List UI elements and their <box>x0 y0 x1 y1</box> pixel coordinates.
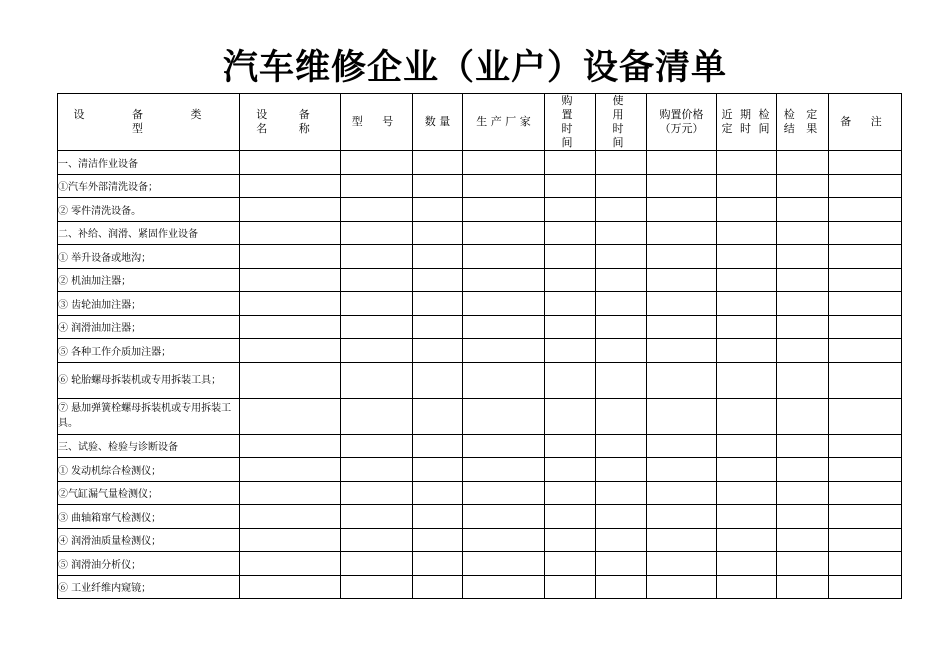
table-cell[interactable] <box>463 339 545 363</box>
table-cell[interactable] <box>717 268 777 292</box>
table-cell[interactable] <box>413 292 463 316</box>
table-cell[interactable] <box>240 458 341 482</box>
table-cell[interactable] <box>413 481 463 505</box>
table-cell[interactable] <box>240 528 341 552</box>
table-cell[interactable] <box>647 221 717 245</box>
table-cell[interactable] <box>777 315 829 339</box>
table-cell[interactable] <box>596 151 647 175</box>
table-cell[interactable] <box>829 198 902 222</box>
table-row <box>58 315 902 339</box>
table-cell[interactable] <box>463 292 545 316</box>
header-model <box>341 94 413 151</box>
table-cell[interactable] <box>596 434 647 458</box>
equipment-item-label: ④ 润滑油质量检测仪； <box>58 528 240 552</box>
header-purchase-price <box>647 94 717 151</box>
table-cell[interactable] <box>777 198 829 222</box>
category-row <box>58 221 902 245</box>
table-cell[interactable] <box>777 268 829 292</box>
table-cell[interactable] <box>413 528 463 552</box>
table-cell[interactable] <box>829 268 902 292</box>
table-cell[interactable] <box>463 198 545 222</box>
table-cell[interactable] <box>717 398 777 434</box>
table-cell[interactable] <box>463 458 545 482</box>
header-label: 型 号 <box>351 115 402 128</box>
table-cell[interactable] <box>647 362 717 398</box>
table-row <box>58 198 902 222</box>
table-cell[interactable] <box>647 245 717 269</box>
table-cell[interactable] <box>341 292 413 316</box>
table-cell[interactable] <box>240 552 341 576</box>
table-cell[interactable] <box>463 268 545 292</box>
table-cell[interactable] <box>596 174 647 198</box>
equipment-item-label: ⑤ 润滑油分析仪； <box>58 552 240 576</box>
table-cell[interactable] <box>596 362 647 398</box>
table-cell[interactable] <box>545 458 596 482</box>
table-cell[interactable] <box>413 575 463 599</box>
table-cell[interactable] <box>717 458 777 482</box>
table-cell[interactable] <box>341 528 413 552</box>
equipment-item-label: ⑤ 各种工作介质加注器； <box>58 339 240 363</box>
table-cell[interactable] <box>545 575 596 599</box>
table-cell[interactable] <box>647 575 717 599</box>
table-cell[interactable] <box>341 174 413 198</box>
table-cell[interactable] <box>829 221 902 245</box>
table-cell[interactable] <box>463 151 545 175</box>
table-row <box>58 245 902 269</box>
header-usage-time <box>596 94 647 151</box>
table-cell[interactable] <box>545 315 596 339</box>
equipment-item-label: ③ 齿轮油加注器； <box>58 292 240 316</box>
table-cell[interactable] <box>341 221 413 245</box>
table-cell[interactable] <box>596 292 647 316</box>
table-cell[interactable] <box>463 174 545 198</box>
table-cell[interactable] <box>717 481 777 505</box>
table-cell[interactable] <box>240 339 341 363</box>
table-cell[interactable] <box>596 315 647 339</box>
table-cell[interactable] <box>777 174 829 198</box>
table-cell[interactable] <box>463 575 545 599</box>
table-cell[interactable] <box>829 434 902 458</box>
table-cell[interactable] <box>463 362 545 398</box>
header-label: 备 注 <box>840 115 890 128</box>
table-cell[interactable] <box>647 151 717 175</box>
table-cell[interactable] <box>413 552 463 576</box>
equipment-item-label: ③ 曲轴箱窜气检测仪； <box>58 505 240 529</box>
table-cell[interactable] <box>545 505 596 529</box>
table-cell[interactable] <box>413 434 463 458</box>
table-cell[interactable] <box>545 268 596 292</box>
table-cell[interactable] <box>777 245 829 269</box>
table-cell[interactable] <box>240 505 341 529</box>
table-cell[interactable] <box>777 458 829 482</box>
table-cell[interactable] <box>596 575 647 599</box>
table-cell[interactable] <box>413 198 463 222</box>
table-row <box>58 292 902 316</box>
table-cell[interactable] <box>545 221 596 245</box>
table-cell[interactable] <box>413 268 463 292</box>
table-cell[interactable] <box>829 315 902 339</box>
table-cell[interactable] <box>545 481 596 505</box>
table-cell[interactable] <box>647 315 717 339</box>
category-label: 一、清洁作业设备 <box>58 151 240 175</box>
table-cell[interactable] <box>717 552 777 576</box>
table-cell[interactable] <box>341 151 413 175</box>
table-row <box>58 528 902 552</box>
table-cell[interactable] <box>777 339 829 363</box>
table-cell[interactable] <box>413 315 463 339</box>
table-cell[interactable] <box>777 505 829 529</box>
table-cell[interactable] <box>717 362 777 398</box>
table-cell[interactable] <box>545 362 596 398</box>
table-cell[interactable] <box>717 434 777 458</box>
table-cell[interactable] <box>647 528 717 552</box>
table-cell[interactable] <box>829 398 902 434</box>
table-cell[interactable] <box>829 552 902 576</box>
header-label: 购置价格（万元） <box>659 108 704 135</box>
table-cell[interactable] <box>596 481 647 505</box>
table-body <box>58 151 902 599</box>
table-cell[interactable] <box>777 362 829 398</box>
table-cell[interactable] <box>463 505 545 529</box>
table-cell[interactable] <box>596 398 647 434</box>
table-cell[interactable] <box>341 315 413 339</box>
table-cell[interactable] <box>413 398 463 434</box>
table-cell[interactable] <box>545 292 596 316</box>
table-cell[interactable] <box>717 292 777 316</box>
table-cell[interactable] <box>777 292 829 316</box>
header-label: 使 用 时 间 <box>612 94 630 149</box>
table-cell[interactable] <box>463 221 545 245</box>
equipment-item-label: ④ 润滑油加注器； <box>58 315 240 339</box>
table-cell[interactable] <box>777 434 829 458</box>
table-cell[interactable] <box>240 292 341 316</box>
table-cell[interactable] <box>341 505 413 529</box>
table-cell[interactable] <box>545 245 596 269</box>
table-cell[interactable] <box>596 552 647 576</box>
table-cell[interactable] <box>829 575 902 599</box>
table-cell[interactable] <box>463 481 545 505</box>
table-cell[interactable] <box>596 339 647 363</box>
table-cell[interactable] <box>717 221 777 245</box>
category-label: 三、试验、检验与诊断设备 <box>58 434 240 458</box>
table-cell[interactable] <box>341 575 413 599</box>
table-row <box>58 398 902 434</box>
table-cell[interactable] <box>413 505 463 529</box>
table-cell[interactable] <box>777 398 829 434</box>
table-cell[interactable] <box>829 505 902 529</box>
category-row <box>58 434 902 458</box>
table-cell[interactable] <box>240 398 341 434</box>
table-cell[interactable] <box>545 398 596 434</box>
header-recent-calibration-time <box>717 94 777 151</box>
table-row <box>58 481 902 505</box>
table-cell[interactable] <box>240 268 341 292</box>
table-cell[interactable] <box>413 151 463 175</box>
table-row <box>58 552 902 576</box>
table-cell[interactable] <box>240 481 341 505</box>
table-cell[interactable] <box>413 174 463 198</box>
header-quantity <box>413 94 463 151</box>
table-cell[interactable] <box>341 434 413 458</box>
table-cell[interactable] <box>240 174 341 198</box>
table-cell[interactable] <box>777 151 829 175</box>
table-cell[interactable] <box>777 528 829 552</box>
table-cell[interactable] <box>829 292 902 316</box>
table-cell[interactable] <box>240 221 341 245</box>
table-cell[interactable] <box>596 198 647 222</box>
table-cell[interactable] <box>647 434 717 458</box>
table-cell[interactable] <box>240 245 341 269</box>
table-cell[interactable] <box>717 151 777 175</box>
table-cell[interactable] <box>829 528 902 552</box>
table-row <box>58 339 902 363</box>
table-cell[interactable] <box>829 458 902 482</box>
table-cell[interactable] <box>341 268 413 292</box>
table-cell[interactable] <box>413 339 463 363</box>
table-cell[interactable] <box>717 339 777 363</box>
page-title: 汽车维修企业（业户）设备清单 <box>222 48 727 88</box>
table-cell[interactable] <box>240 434 341 458</box>
equipment-item-label: ① 举升设备或地沟； <box>58 245 240 269</box>
table-cell[interactable] <box>463 315 545 339</box>
table-cell[interactable] <box>240 151 341 175</box>
table-cell[interactable] <box>341 481 413 505</box>
table-cell[interactable] <box>647 339 717 363</box>
table-cell[interactable] <box>545 151 596 175</box>
table-cell[interactable] <box>829 174 902 198</box>
table-cell[interactable] <box>240 315 341 339</box>
table-cell[interactable] <box>829 362 902 398</box>
table-cell[interactable] <box>717 245 777 269</box>
table-cell[interactable] <box>413 245 463 269</box>
table-cell[interactable] <box>463 245 545 269</box>
table-cell[interactable] <box>596 221 647 245</box>
table-cell[interactable] <box>341 339 413 363</box>
table-cell[interactable] <box>647 198 717 222</box>
header-calibration-result <box>777 94 829 151</box>
table-cell[interactable] <box>545 434 596 458</box>
table-cell[interactable] <box>717 575 777 599</box>
equipment-item-label: ① 发动机综合检测仪； <box>58 458 240 482</box>
table-header-row <box>58 94 902 151</box>
table-cell[interactable] <box>413 458 463 482</box>
equipment-item-label: ⑥ 轮胎螺母拆装机或专用拆装工具； <box>58 362 240 398</box>
header-equipment-type <box>58 94 240 151</box>
header-label: 近 期 检 定 时 间 <box>721 108 772 135</box>
table-cell[interactable] <box>341 458 413 482</box>
header-label: 生 产 厂 家 <box>476 115 531 128</box>
equipment-item-label: ⑥ 工业纤维内窥镜； <box>58 575 240 599</box>
header-label: 检 定 结 果 <box>783 108 822 135</box>
table-cell[interactable] <box>829 481 902 505</box>
table-cell[interactable] <box>341 552 413 576</box>
table-cell[interactable] <box>647 174 717 198</box>
table-cell[interactable] <box>545 198 596 222</box>
category-label: 二、补给、润滑、紧固作业设备 <box>58 221 240 245</box>
table-cell[interactable] <box>777 481 829 505</box>
table-cell[interactable] <box>463 528 545 552</box>
header-purchase-time <box>545 94 596 151</box>
table-row <box>58 505 902 529</box>
table-cell[interactable] <box>463 552 545 576</box>
table-cell[interactable] <box>545 174 596 198</box>
table-cell[interactable] <box>717 174 777 198</box>
table-cell[interactable] <box>717 198 777 222</box>
table-cell[interactable] <box>647 398 717 434</box>
table-cell[interactable] <box>545 339 596 363</box>
table-row <box>58 458 902 482</box>
table-cell[interactable] <box>341 198 413 222</box>
header-remarks <box>829 94 902 151</box>
table-cell[interactable] <box>341 245 413 269</box>
table-cell[interactable] <box>596 458 647 482</box>
header-label: 购 置 时 间 <box>561 94 579 149</box>
header-label: 数 量 <box>424 115 451 128</box>
table-row <box>58 268 902 292</box>
table-cell[interactable] <box>596 528 647 552</box>
table-cell[interactable] <box>717 505 777 529</box>
table-cell[interactable] <box>596 245 647 269</box>
table-cell[interactable] <box>829 339 902 363</box>
category-row <box>58 151 902 175</box>
table-row <box>58 575 902 599</box>
equipment-item-label: ①汽车外部清洗设备； <box>58 174 240 198</box>
table-cell[interactable] <box>545 528 596 552</box>
table-cell[interactable] <box>647 505 717 529</box>
table-cell[interactable] <box>829 245 902 269</box>
table-cell[interactable] <box>717 315 777 339</box>
header-label: 设 备 类 型 <box>73 108 224 135</box>
table-cell[interactable] <box>596 505 647 529</box>
table-cell[interactable] <box>647 292 717 316</box>
table-cell[interactable] <box>777 552 829 576</box>
table-cell[interactable] <box>240 362 341 398</box>
header-manufacturer <box>463 94 545 151</box>
table-cell[interactable] <box>596 268 647 292</box>
table-cell[interactable] <box>240 575 341 599</box>
table-cell[interactable] <box>341 398 413 434</box>
table-cell[interactable] <box>545 552 596 576</box>
table-row <box>58 362 902 398</box>
table-cell[interactable] <box>777 575 829 599</box>
table-cell[interactable] <box>777 221 829 245</box>
equipment-item-label: ⑦ 悬加弹簧栓螺母拆装机或专用拆装工具。 <box>58 398 240 434</box>
table-cell[interactable] <box>463 398 545 434</box>
table-cell[interactable] <box>341 362 413 398</box>
table-cell[interactable] <box>240 198 341 222</box>
table-cell[interactable] <box>647 268 717 292</box>
equipment-item-label: ② 零件清洗设备。 <box>58 198 240 222</box>
table-cell[interactable] <box>647 552 717 576</box>
table-cell[interactable] <box>463 434 545 458</box>
equipment-table <box>57 93 902 599</box>
table-row <box>58 174 902 198</box>
header-equipment-name <box>240 94 341 151</box>
equipment-item-label: ② 机油加注器； <box>58 268 240 292</box>
table-cell[interactable] <box>717 528 777 552</box>
table-cell[interactable] <box>829 151 902 175</box>
table-cell[interactable] <box>647 481 717 505</box>
table-cell[interactable] <box>647 458 717 482</box>
header-label: 设 备 名 称 <box>256 108 324 135</box>
table-cell[interactable] <box>413 221 463 245</box>
table-cell[interactable] <box>413 362 463 398</box>
equipment-item-label: ②气缸漏气量检测仪； <box>58 481 240 505</box>
